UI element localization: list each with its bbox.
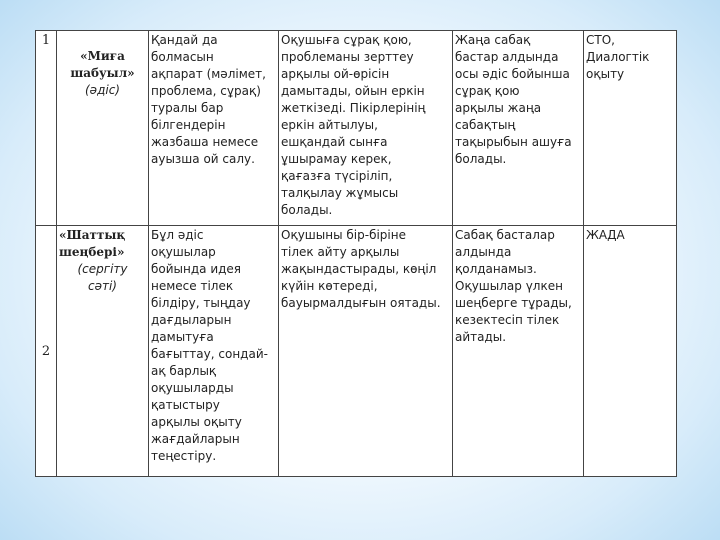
source-cell xyxy=(584,226,677,477)
description-text: Бұл әдіс оқушылар бойында идея немесе тілек білдіру, тыңдау дағдыларын дамытуға бағыттау, сондай- ақ барлық оқушыларды қатыстыру арқылы оқыту жағдайларын теңестіру. xyxy=(151,228,268,463)
method-name-cell xyxy=(57,31,149,226)
purpose-cell xyxy=(279,31,453,226)
purpose-cell xyxy=(279,226,453,477)
usage-cell xyxy=(453,226,584,477)
method-name-cell xyxy=(57,226,149,477)
methods-table xyxy=(35,30,677,477)
source-text: СТО, Диалогтік оқыту xyxy=(586,33,650,81)
usage-text: Сабақ басталар алдында қолданамыз. Оқушылар үлкен шеңберге тұрады, кезектесіп тілек айтады. xyxy=(455,228,572,344)
purpose-text: Оқушыға сұрақ қою, проблеманы зерттеу арқылы ой-өрісін дамытады, ойын еркін жеткізеді. Пікірлерінің еркін айтылуы, ешқандай сынға ұшырамау керек, қағазға түсіріліп, талқылау жұмысы болады. xyxy=(281,33,426,217)
table-row xyxy=(36,226,677,477)
description-cell xyxy=(149,31,279,226)
row-number: 2 xyxy=(36,226,57,477)
method-note: (сергіту сәті) xyxy=(77,262,128,293)
purpose-text: Оқушыны бір-біріне тілек айту арқылы жақындастырады, көңіл күйін көтереді, бауырмалдығын оятады. xyxy=(281,228,441,310)
row-number: 1 xyxy=(36,31,57,226)
usage-cell xyxy=(453,31,584,226)
method-name: «Шаттық шеңбері» xyxy=(59,228,126,259)
description-cell xyxy=(149,226,279,477)
source-cell xyxy=(584,31,677,226)
usage-text: Жаңа сабақ бастар алдында осы әдіс бойынша сұрақ қою арқылы жаңа сабақтың тақырыбын ашуға болады. xyxy=(455,33,572,166)
table-row xyxy=(36,31,677,226)
description-text: Қандай да болмасын ақпарат (мәлімет, проблема, сұрақ) туралы бар білгендерін жазбаша немесе ауызша ой салу. xyxy=(151,33,266,166)
source-text: ЖАДА xyxy=(586,228,625,242)
method-note: (әдіс) xyxy=(85,83,120,97)
method-name: «Миға шабуыл» xyxy=(70,49,135,80)
